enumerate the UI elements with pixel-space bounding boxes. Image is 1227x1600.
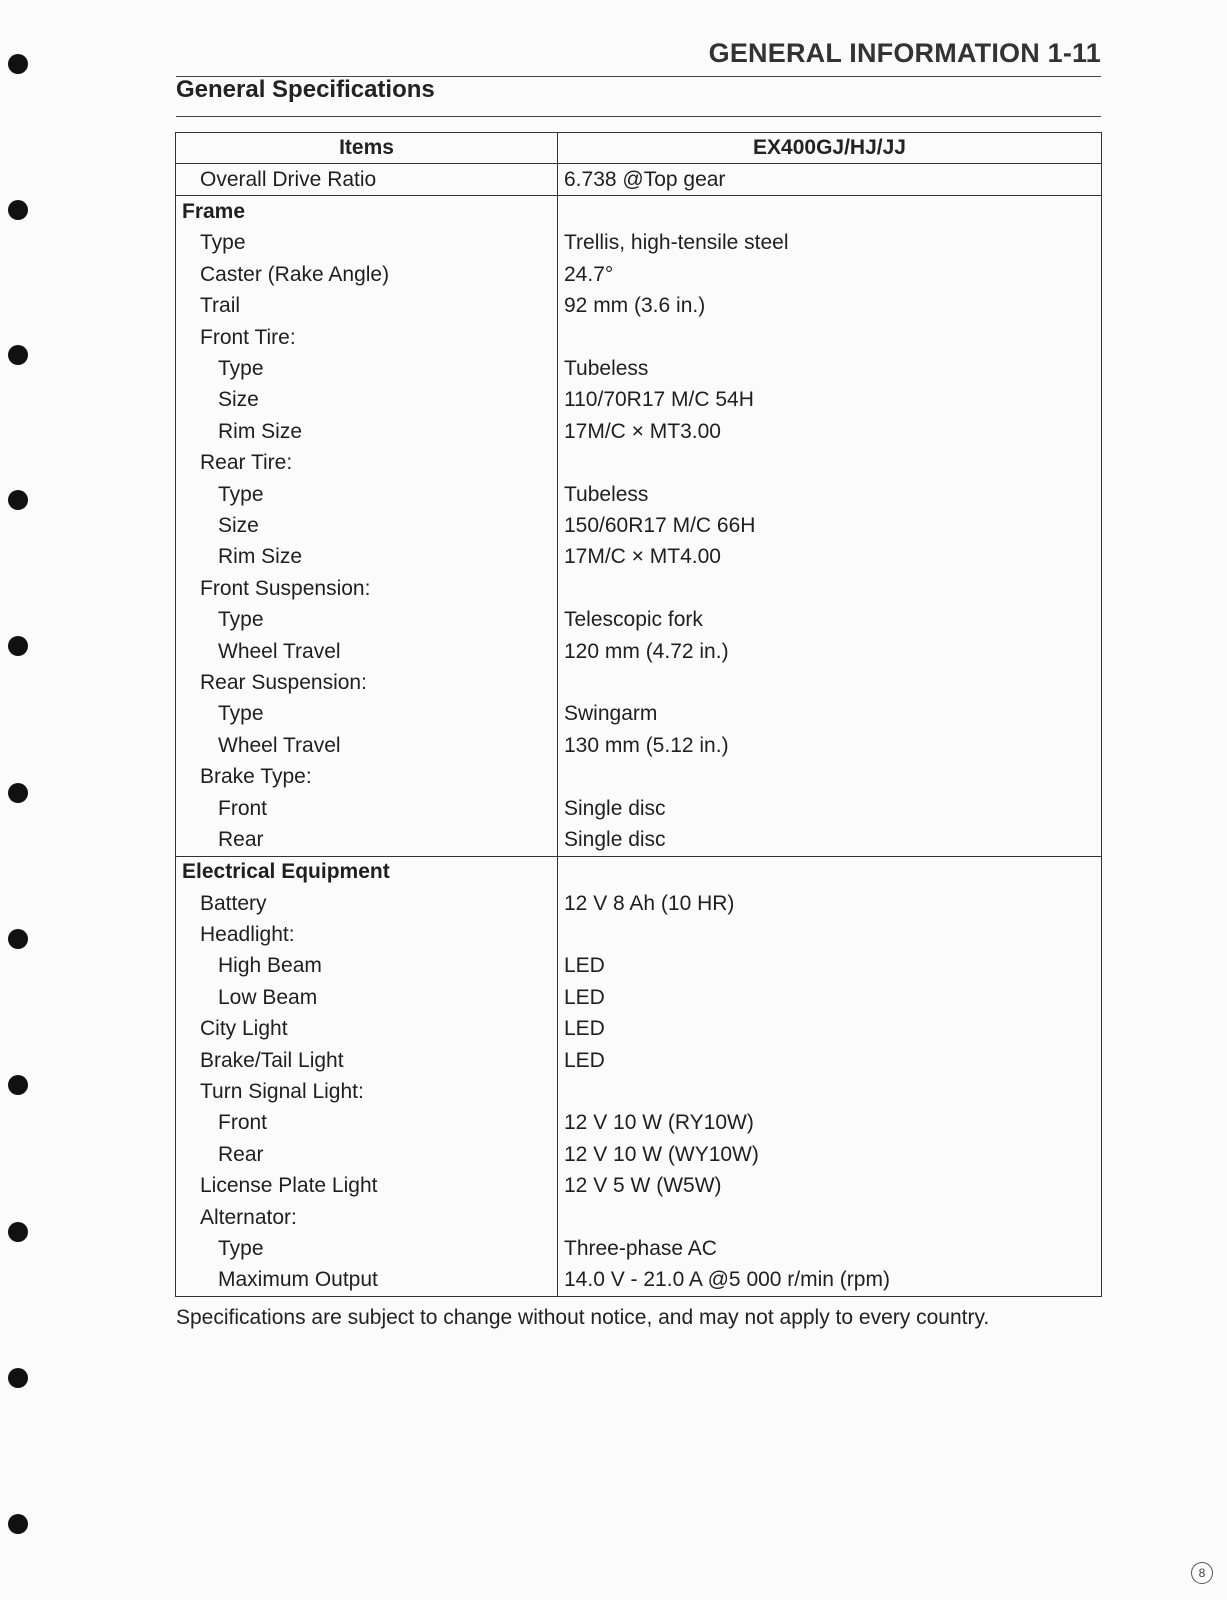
value-cell: 17M/C × MT3.00 bbox=[558, 416, 1102, 447]
value-cell: Tubeless bbox=[558, 479, 1102, 510]
value-cell: Trellis, high-tensile steel bbox=[558, 228, 1102, 259]
value-cell: 17M/C × MT4.00 bbox=[558, 542, 1102, 573]
table-row bbox=[176, 416, 1102, 447]
punch-hole bbox=[8, 200, 28, 220]
value-cell bbox=[558, 919, 1102, 950]
item-cell: Headlight: bbox=[176, 919, 558, 950]
punch-hole bbox=[8, 636, 28, 656]
value-cell bbox=[558, 196, 1102, 228]
punch-hole bbox=[8, 490, 28, 510]
item-cell: Rear bbox=[176, 1139, 558, 1170]
item-cell: Overall Drive Ratio bbox=[176, 164, 558, 196]
value-cell: 92 mm (3.6 in.) bbox=[558, 291, 1102, 322]
table-row bbox=[176, 1045, 1102, 1076]
value-cell: 14.0 V - 21.0 A @5 000 r/min (rpm) bbox=[558, 1265, 1102, 1297]
table-row bbox=[176, 322, 1102, 353]
table-row bbox=[176, 667, 1102, 698]
table-row bbox=[176, 1014, 1102, 1045]
item-cell: Trail bbox=[176, 291, 558, 322]
item-cell: Rim Size bbox=[176, 416, 558, 447]
value-cell: 12 V 8 Ah (10 HR) bbox=[558, 888, 1102, 919]
table-row bbox=[176, 542, 1102, 573]
value-cell: 6.738 @Top gear bbox=[558, 164, 1102, 196]
item-cell: Type bbox=[176, 699, 558, 730]
item-cell: Rear Suspension: bbox=[176, 667, 558, 698]
table-row bbox=[176, 479, 1102, 510]
table-row bbox=[176, 385, 1102, 416]
item-cell: Brake/Tail Light bbox=[176, 1045, 558, 1076]
value-cell: Tubeless bbox=[558, 353, 1102, 384]
item-cell: Type bbox=[176, 479, 558, 510]
table-row bbox=[176, 888, 1102, 919]
specifications-table bbox=[175, 132, 1102, 1297]
item-cell: Front bbox=[176, 793, 558, 824]
value-cell: Three-phase AC bbox=[558, 1233, 1102, 1264]
value-cell bbox=[558, 856, 1102, 888]
punch-hole bbox=[8, 783, 28, 803]
punch-hole bbox=[8, 1368, 28, 1388]
item-cell: Rear bbox=[176, 824, 558, 856]
table-row bbox=[176, 604, 1102, 635]
stamp-mark: 8 bbox=[1191, 1562, 1213, 1584]
value-cell bbox=[558, 573, 1102, 604]
table-row bbox=[176, 1265, 1102, 1297]
item-cell: Brake Type: bbox=[176, 761, 558, 792]
column-header-items: Items bbox=[176, 133, 558, 164]
table-row bbox=[176, 228, 1102, 259]
item-cell: License Plate Light bbox=[176, 1171, 558, 1202]
table-row bbox=[176, 1139, 1102, 1170]
table-row bbox=[176, 291, 1102, 322]
item-cell: Turn Signal Light: bbox=[176, 1076, 558, 1107]
item-cell: Rim Size bbox=[176, 542, 558, 573]
section-heading-cell: Frame bbox=[176, 196, 558, 228]
table-row bbox=[176, 730, 1102, 761]
table-row bbox=[176, 636, 1102, 667]
item-cell: Front bbox=[176, 1108, 558, 1139]
item-cell: Size bbox=[176, 510, 558, 541]
table-row bbox=[176, 1108, 1102, 1139]
table-row bbox=[176, 448, 1102, 479]
value-cell: LED bbox=[558, 1045, 1102, 1076]
value-cell bbox=[558, 448, 1102, 479]
table-row bbox=[176, 856, 1102, 888]
item-cell: Rear Tire: bbox=[176, 448, 558, 479]
item-cell: Type bbox=[176, 604, 558, 635]
table-header-row bbox=[176, 133, 1102, 164]
punch-hole bbox=[8, 1075, 28, 1095]
value-cell: Telescopic fork bbox=[558, 604, 1102, 635]
table-row bbox=[176, 982, 1102, 1013]
item-cell: Wheel Travel bbox=[176, 730, 558, 761]
value-cell bbox=[558, 1202, 1102, 1233]
table-row bbox=[176, 919, 1102, 950]
value-cell bbox=[558, 667, 1102, 698]
value-cell: LED bbox=[558, 1014, 1102, 1045]
value-cell: Single disc bbox=[558, 793, 1102, 824]
value-cell: 130 mm (5.12 in.) bbox=[558, 730, 1102, 761]
section-rule bbox=[176, 116, 1101, 117]
value-cell: 24.7° bbox=[558, 259, 1102, 290]
punch-hole bbox=[8, 929, 28, 949]
table-row bbox=[176, 1202, 1102, 1233]
value-cell: 12 V 5 W (W5W) bbox=[558, 1171, 1102, 1202]
value-cell bbox=[558, 322, 1102, 353]
value-cell bbox=[558, 1076, 1102, 1107]
table-row bbox=[176, 164, 1102, 196]
table-row bbox=[176, 259, 1102, 290]
table-row bbox=[176, 353, 1102, 384]
value-cell: 120 mm (4.72 in.) bbox=[558, 636, 1102, 667]
value-cell: Single disc bbox=[558, 824, 1102, 856]
item-cell: Type bbox=[176, 1233, 558, 1264]
item-cell: Size bbox=[176, 385, 558, 416]
punch-hole bbox=[8, 1514, 28, 1534]
value-cell: LED bbox=[558, 951, 1102, 982]
item-cell: Caster (Rake Angle) bbox=[176, 259, 558, 290]
item-cell: Type bbox=[176, 353, 558, 384]
item-cell: Battery bbox=[176, 888, 558, 919]
value-cell bbox=[558, 761, 1102, 792]
punch-hole bbox=[8, 1222, 28, 1242]
value-cell: 12 V 10 W (RY10W) bbox=[558, 1108, 1102, 1139]
table-row bbox=[176, 699, 1102, 730]
item-cell: Front Tire: bbox=[176, 322, 558, 353]
table-row bbox=[176, 1171, 1102, 1202]
table-row bbox=[176, 510, 1102, 541]
item-cell: Alternator: bbox=[176, 1202, 558, 1233]
table-row bbox=[176, 196, 1102, 228]
section-title: General Specifications bbox=[176, 76, 435, 103]
value-cell: LED bbox=[558, 982, 1102, 1013]
section-heading-cell: Electrical Equipment bbox=[176, 856, 558, 888]
punch-hole bbox=[8, 54, 28, 74]
table-row bbox=[176, 761, 1102, 792]
table-row bbox=[176, 793, 1102, 824]
value-cell: 12 V 10 W (WY10W) bbox=[558, 1139, 1102, 1170]
value-cell: Swingarm bbox=[558, 699, 1102, 730]
table-row bbox=[176, 824, 1102, 856]
table-row bbox=[176, 951, 1102, 982]
punch-hole bbox=[8, 345, 28, 365]
item-cell: High Beam bbox=[176, 951, 558, 982]
value-cell: 110/70R17 M/C 54H bbox=[558, 385, 1102, 416]
table-row bbox=[176, 1076, 1102, 1107]
item-cell: Maximum Output bbox=[176, 1265, 558, 1297]
table-row bbox=[176, 573, 1102, 604]
value-cell: 150/60R17 M/C 66H bbox=[558, 510, 1102, 541]
page-header-title: GENERAL INFORMATION 1-11 bbox=[708, 38, 1101, 68]
table-body bbox=[176, 164, 1102, 1297]
item-cell: Type bbox=[176, 228, 558, 259]
item-cell: Wheel Travel bbox=[176, 636, 558, 667]
footnote: Specifications are subject to change without notice, and may not apply to every country. bbox=[176, 1306, 990, 1329]
column-header-model: EX400GJ/HJ/JJ bbox=[558, 133, 1102, 164]
item-cell: City Light bbox=[176, 1014, 558, 1045]
item-cell: Low Beam bbox=[176, 982, 558, 1013]
item-cell: Front Suspension: bbox=[176, 573, 558, 604]
table-row bbox=[176, 1233, 1102, 1264]
